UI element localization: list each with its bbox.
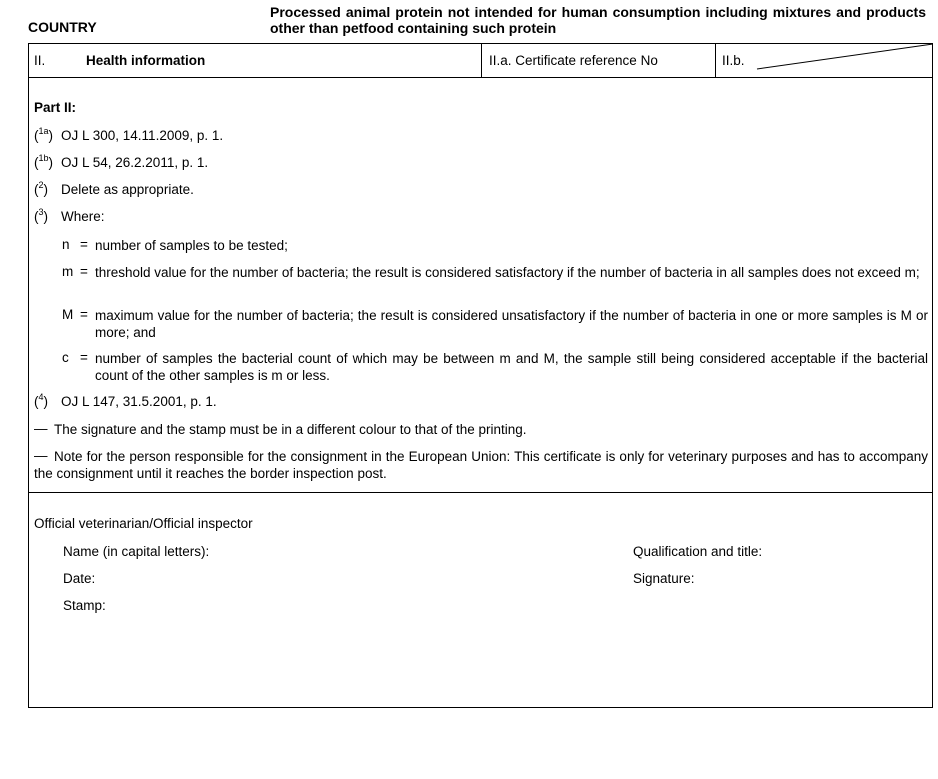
date-label: Date: — [63, 571, 96, 586]
definition-text: maximum value for the number of bacteria; the result is considered unsatisfactory if the number of bacteria in one or more samples is M or more; and — [95, 308, 928, 340]
definition-symbol: m — [62, 264, 74, 279]
notes-divider — [28, 492, 933, 493]
footnote-item: ($^{1b}$) OJ L 54, 26.2.2011, p. 1. — [34, 153, 209, 170]
iib-diagonal-line — [715, 43, 933, 78]
dash-note: — The signature and the stamp must be in a different colour to that of the printing. — [34, 421, 527, 437]
country-label: COUNTRY — [28, 19, 97, 35]
signature-label: Signature: — [633, 571, 695, 586]
footnote-item: ($^2$) Delete as appropriate. — [34, 180, 194, 197]
document-title: Processed animal protein not intended for human consumption including mixtures and products other than petfood containing such protein — [270, 4, 926, 36]
certificate-reference-label: II.a. Certificate reference No — [489, 53, 658, 68]
stamp-label: Stamp: — [63, 598, 106, 613]
definition-text: threshold value for the number of bacteria; the result is considered satisfactory if the number of bacteria in all samples does not exceed m; — [95, 265, 920, 280]
definition-item: n = number of samples to be tested; — [62, 237, 928, 254]
definition-text: number of samples the bacterial count of which may be between m and M, the sample still being considered acceptable if the bacterial count of the other samples is m or less. — [95, 351, 928, 383]
footnote-item: ($^3$) Where: — [34, 207, 105, 224]
name-label: Name (in capital letters): — [63, 544, 210, 559]
footnote-item: ($^4$) OJ L 147, 31.5.2001, p. 1. — [34, 392, 217, 409]
dash-note: — Note for the person responsible for the consignment in the European Union: This certificate is only for veterinary purposes and has to accompany the consignment until it reaches the border inspection post. — [34, 448, 928, 481]
definition-item: m = threshold value for the number of bacteria; the result is considered satisfactory if the number of bacteria in all samples does not exceed m; — [62, 264, 928, 281]
iib-label: II.b. — [722, 53, 745, 68]
definition-text: number of samples to be tested; — [95, 238, 288, 253]
footnote-item: ($^{1a}$) OJ L 300, 14.11.2009, p. 1. — [34, 126, 224, 143]
signature-heading: Official veterinarian/Official inspector — [34, 516, 253, 531]
section-title: Health information — [86, 53, 206, 68]
definition-symbol: n — [62, 237, 70, 252]
definition-item: c = number of samples the bacterial count of which may be between m and M, the sample still being considered acceptable if the bacterial count of the other samples is m or less. — [62, 350, 928, 383]
qualification-label: Qualification and title: — [633, 544, 763, 559]
section-number: II. — [34, 53, 46, 68]
column-divider — [481, 43, 482, 78]
part-heading: Part II: — [34, 100, 77, 115]
definition-item: M = maximum value for the number of bacteria; the result is considered unsatisfactory if the number of bacteria in one or more samples is M or more; and — [62, 307, 928, 340]
definition-symbol: M — [62, 307, 74, 322]
definition-symbol: c — [62, 350, 69, 365]
